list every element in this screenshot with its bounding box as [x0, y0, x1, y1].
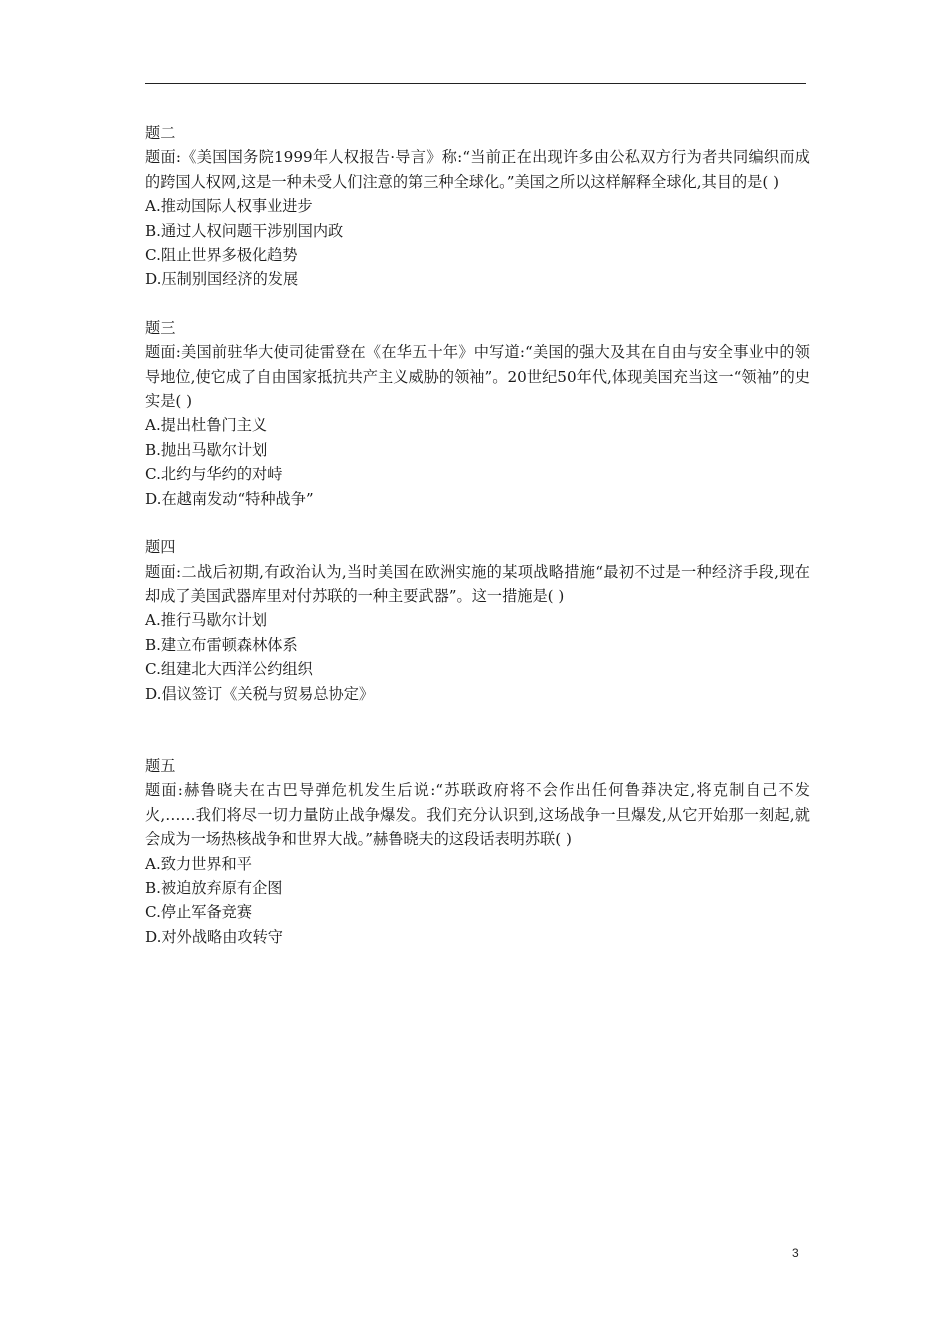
- option-a: A.推动国际人权事业进步: [145, 197, 313, 216]
- option-d: D.倡议签订《关税与贸易总协定》: [145, 684, 375, 703]
- option-c: C.北约与华约的对峙: [145, 465, 283, 484]
- header-rule: [145, 83, 806, 84]
- page-number: 3: [792, 1246, 799, 1260]
- question-stem: 题面:《美国国务院1999年人权报告·导言》称:“当前正在出现许多由公私双方行为者共同编织而成的跨国人权网,这是一种未受人们注意的第三种全球化。”美国之所以这样解释全球化,其目的是( ): [145, 148, 810, 191]
- options-list: [145, 608, 810, 706]
- question-stem: 题面:二战后初期,有政治认为,当时美国在欧洲实施的某项战略措施“最初不过是一种经济手段,现在却成了美国武器库里对付苏联的一种主要武器”。这一措施是( ): [145, 562, 810, 605]
- question-title: 题四: [145, 538, 176, 557]
- option-a: A.推行马歇尔计划: [145, 611, 268, 630]
- option-b: B.通过人权问题干涉别国内政: [145, 221, 344, 240]
- question-2: [145, 121, 810, 292]
- option-c: C.停止军备竞赛: [145, 903, 253, 922]
- spacer: [145, 706, 810, 754]
- option-b: B.被迫放弃原有企图: [145, 878, 283, 897]
- question-title: 题五: [145, 756, 176, 775]
- option-b: B.抛出马歇尔计划: [145, 440, 268, 459]
- question-stem: 题面:美国前驻华大使司徒雷登在《在华五十年》中写道:“美国的强大及其在自由与安全事业中的领导地位,使它成了自由国家抵抗共产主义威胁的领袖”。20世纪50年代,体现美国充当这一“领袖”的史实是( ): [145, 343, 810, 411]
- option-d: D.对外战略由攻转守: [145, 927, 283, 946]
- option-a: A.提出杜鲁门主义: [145, 416, 268, 435]
- option-d: D.在越南发动“特种战争”: [145, 489, 314, 508]
- option-c: C.阻止世界多极化趋势: [145, 246, 298, 265]
- question-3: [145, 316, 810, 511]
- spacer: [145, 511, 810, 535]
- spacer: [145, 292, 810, 316]
- option-d: D.压制别国经济的发展: [145, 270, 299, 289]
- options-list: [145, 852, 810, 950]
- question-list: [145, 121, 810, 949]
- question-4: [145, 535, 810, 706]
- options-list: [145, 413, 810, 511]
- question-stem: 题面:赫鲁晓夫在古巴导弹危机发生后说:“苏联政府将不会作出任何鲁莽决定,将克制自己不发火,……我们将尽一切力量防止战争爆发。我们充分认识到,这场战争一旦爆发,从它开始那一刻起,就会成为一场热核战争和世界大战。”赫鲁晓夫的这段话表明苏联( ): [145, 781, 810, 849]
- option-c: C.组建北大西洋公约组织: [145, 660, 313, 679]
- question-title: 题三: [145, 318, 176, 337]
- options-list: [145, 194, 810, 292]
- question-5: [145, 754, 810, 949]
- question-title: 题二: [145, 124, 176, 142]
- option-b: B.建立布雷顿森林体系: [145, 635, 298, 654]
- option-a: A.致力世界和平: [145, 854, 252, 873]
